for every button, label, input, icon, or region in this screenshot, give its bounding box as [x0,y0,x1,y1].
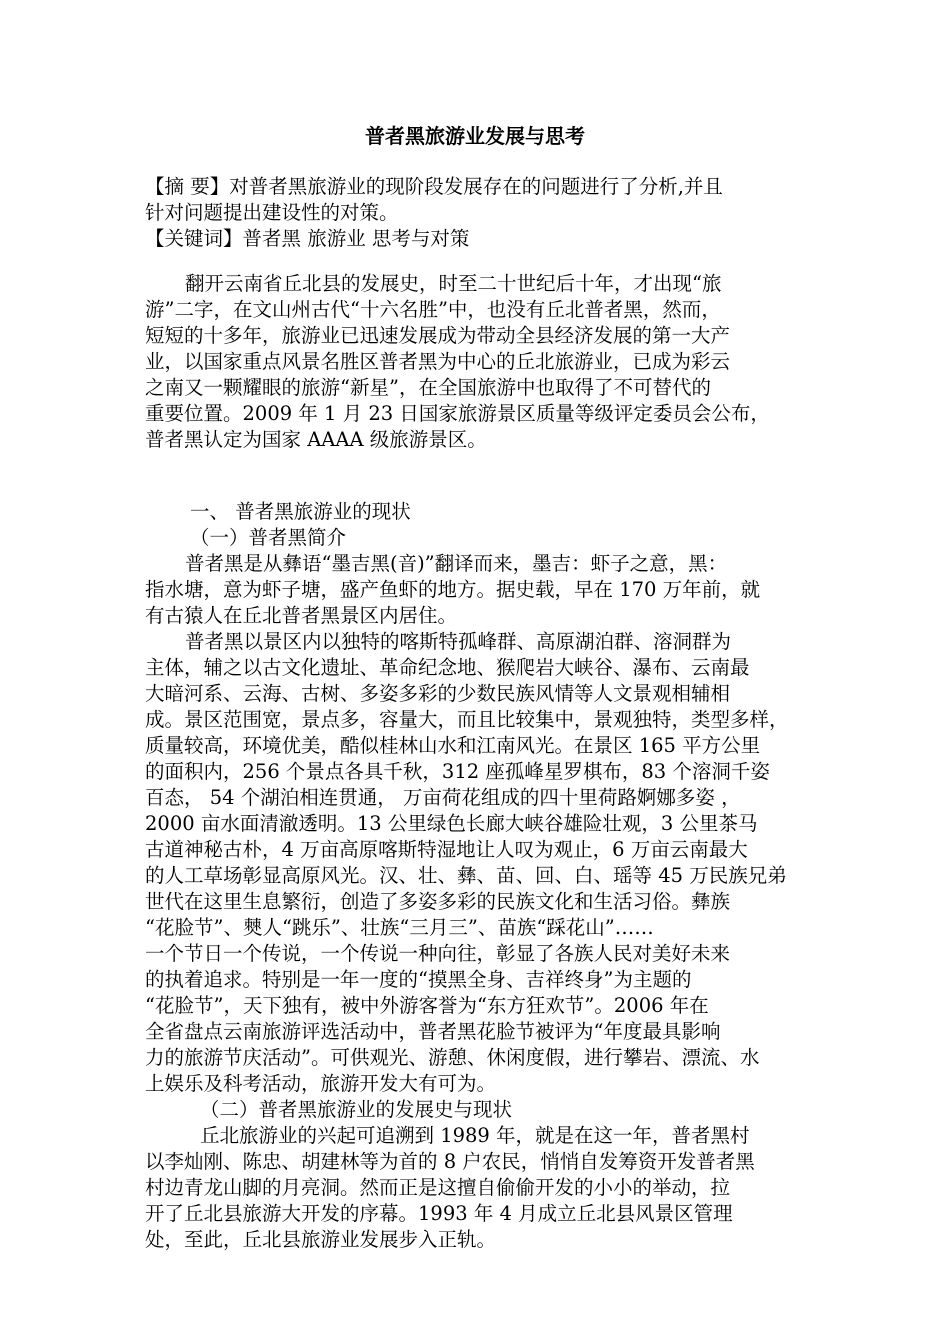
intro-line: 短短的十多年，旅游业已迅速发展成为带动全县经济发展的第一大产 [145,324,731,347]
paragraph-line: 有古猿人在丘北普者黑景区内居住。 [145,604,458,627]
abstract-line: 针对问题提出建设性的对策。 [145,201,399,224]
paragraph-line: 处，至此，丘北县旅游业发展步入正轨。 [145,1228,497,1251]
paragraph-line: 以李灿刚、陈忠、胡建林等为首的 8 户农民，悄悄自发筹资开发普者黑 [145,1150,755,1173]
document-title: 普者黑旅游业发展与思考 [365,124,585,148]
intro-line: 普者黑认定为国家 AAAA 级旅游景区。 [145,428,487,451]
paragraph-line: 质量较高，环境优美，酷似桂林山水和江南风光。在景区 165 平方公里 [145,734,761,757]
paragraph-line: 开了丘北县旅游大开发的序幕。1993 年 4 月成立丘北县风景区管理 [145,1202,733,1225]
paragraph-line: 丘北旅游业的兴起可追溯到 1989 年，就是在这一年，普者黑村 [200,1124,750,1147]
paragraph-line: 全省盘点云南旅游评选活动中，普者黑花脸节被评为“年度最具影响 [145,1020,721,1043]
paragraph-line: 一个节日一个传说，一个传说一种向往，彰显了各族人民对美好未来 [145,942,731,965]
paragraph-line: 上娱乐及科考活动，旅游开发大有可为。 [145,1072,497,1095]
abstract-line: 【摘 要】对普者黑旅游业的现阶段发展存在的问题进行了分析,并且 [145,175,723,198]
section-heading: 一、 普者黑旅游业的现状 [190,500,411,523]
intro-line: 翻开云南省丘北县的发展史，时至二十世纪后十年，才出现“旅 [185,272,722,295]
paragraph-line: 百态， 54 个湖泊相连贯通， 万亩荷花组成的四十里荷路婀娜多姿 ， [145,786,741,809]
paragraph-line: 普者黑以景区内以独特的喀斯特孤峰群、高原湖泊群、溶洞群为 [185,630,732,653]
paragraph-line: 主体，辅之以古文化遗址、革命纪念地、猴爬岩大峡谷、瀑布、云南最 [145,656,750,679]
paragraph-line: 2000 亩水面清澈透明。13 公里绿色长廊大峡谷雄险壮观，3 公里茶马 [145,812,758,835]
paragraph-line: 的面积内，256 个景点各具千秋，312 座孤峰星罗棋布，83 个溶洞千姿 [145,760,770,783]
intro-line: 之南又一颗耀眼的旅游“新星”，在全国旅游中也取得了不可替代的 [145,376,711,399]
paragraph-line: 村边青龙山脚的月亮洞。然而正是这擅自偷偷开发的小小的举动，拉 [145,1176,731,1199]
intro-line: 游”二字，在文山州古代“十六名胜”中，也没有丘北普者黑，然而， [145,298,721,321]
paragraph-line: 的人工草场彰显高原风光。汉、壮、彝、苗、回、白、瑶等 45 万民族兄弟 [145,864,787,887]
subsection-heading: （二）普者黑旅游业的发展史与现状 [200,1098,513,1121]
paragraph-line: “花脸节”、僰人“跳乐”、壮族“三月三”、苗族“踩花山”…… [145,916,654,939]
paragraph-line: 普者黑是从彝语“墨吉黑(音)”翻译而来，墨吉：虾子之意，黑： [185,552,728,575]
keywords-line: 【关键词】普者黑 旅游业 思考与对策 [145,227,470,250]
paragraph-line: 成。景区范围宽，景点多，容量大，而且比较集中，景观独特，类型多样， [145,708,789,731]
paragraph-line: “花脸节”，天下独有，被中外游客誉为“东方狂欢节”。2006 年在 [145,994,709,1017]
paragraph-line: 指水塘，意为虾子塘，盛产鱼虾的地方。据史载，早在 170 万年前，就 [145,578,761,601]
paragraph-line: 力的旅游节庆活动”。可供观光、游憩、休闲度假，进行攀岩、漂流、水 [145,1046,760,1069]
paragraph-line: 大暗河系、云海、古树、多姿多彩的少数民族风情等人文景观相辅相 [145,682,731,705]
paragraph-line: 古道神秘古朴，4 万亩高原喀斯特湿地让人叹为观止，6 万亩云南最大 [145,838,748,861]
paragraph-line: 世代在这里生息繁衍，创造了多姿多彩的民族文化和生活习俗。彝族 [145,890,731,913]
paragraph-line: 的执着追求。特别是一年一度的“摸黑全身、吉祥终身”为主题的 [145,968,692,991]
intro-line: 业，以国家重点风景名胜区普者黑为中心的丘北旅游业，已成为彩云 [145,350,731,373]
subsection-heading: （一）普者黑简介 [190,526,347,549]
intro-line: 重要位置。2009 年 1 月 23 日国家旅游景区质量等级评定委员会公布， [145,402,770,425]
